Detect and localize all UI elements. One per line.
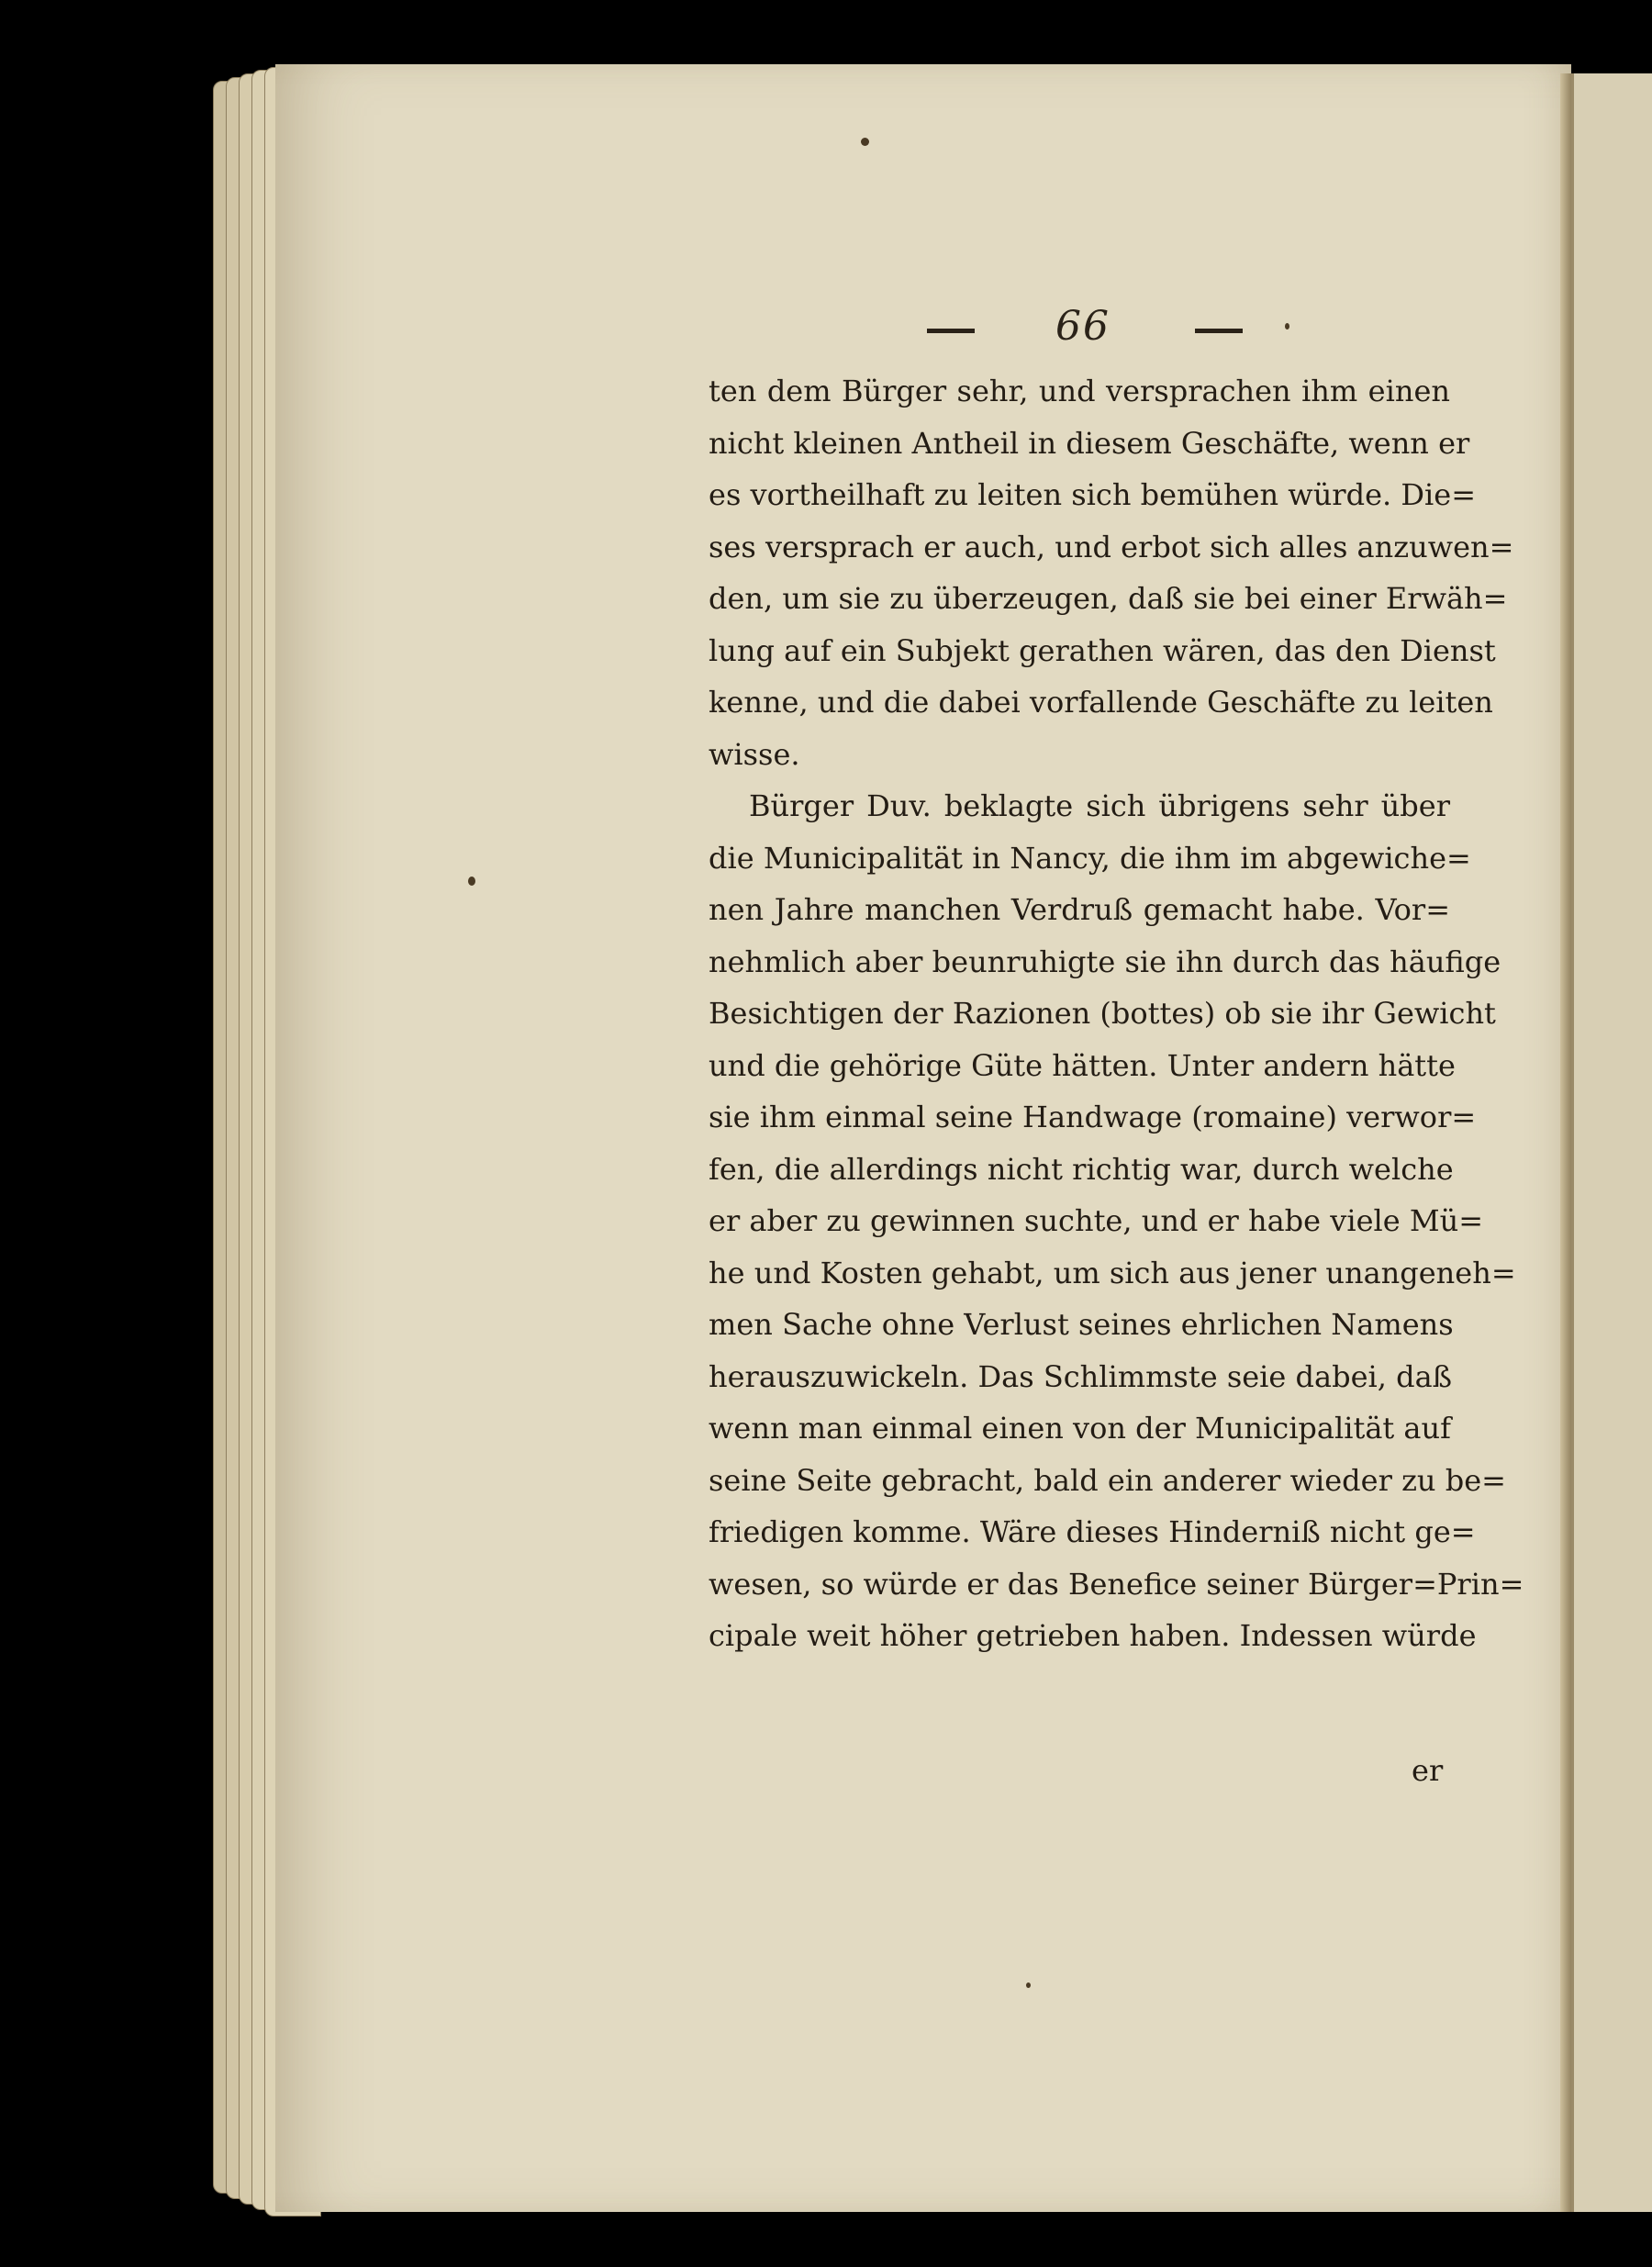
text-line: Besichtigen der Razionen (bottes) ob sie ihr Gewicht [709, 996, 1496, 1031]
text-line: kenne, und die dabei vorfallende Geschäfte zu leiten [709, 685, 1493, 720]
text-line: und die gehörige Güte hätten. Unter andern hätte [709, 1047, 1456, 1083]
text-line: es vortheilhaft zu leiten sich bemühen würde. Die= [709, 477, 1476, 512]
text-line: wisse. [709, 736, 800, 772]
text-line: ses versprach er auch, und erbot sich alles anzuwen= [709, 529, 1514, 564]
text-line: herauszuwickeln. Das Schlimmste seie dabei, daß [709, 1358, 1453, 1394]
text-line: wesen, so würde er das Benefice seiner Bürger=Prin= [709, 1566, 1524, 1602]
text-line: he und Kosten gehabt, um sich aus jener unangeneh= [709, 1255, 1516, 1290]
ink-speck [468, 877, 475, 886]
text-line: lung auf ein Subjekt gerathen wären, das den Dienst [709, 632, 1496, 668]
text-line: seine Seite gebracht, bald ein anderer wieder zu be= [709, 1462, 1506, 1498]
ink-speck [861, 138, 869, 146]
text-line: nehmlich aber beunruhigte sie ihn durch das häufige [709, 944, 1501, 979]
catchword: er [1412, 1753, 1444, 1788]
text-line: ten dem Bürger sehr, und versprachen ihm einen [709, 374, 1450, 408]
header-dash [927, 329, 975, 333]
ink-speck [1026, 1982, 1031, 1988]
text-line: cipale weit höher getrieben haben. Indessen würde [709, 1618, 1477, 1653]
ink-speck [1285, 323, 1289, 329]
text-line: nen Jahre manchen Verdruß gemacht habe. Vor= [709, 892, 1450, 927]
text-line: er aber zu gewinnen suchte, und er habe viele Mü= [709, 1203, 1484, 1238]
text-line: men Sache ohne Verlust seines ehrlichen Namens [709, 1307, 1454, 1342]
text-line: nicht kleinen Antheil in diesem Geschäfte, wenn er [709, 425, 1470, 461]
header-dash [1195, 329, 1243, 333]
text-line: wenn man einmal einen von der Municipalität auf [709, 1411, 1451, 1446]
text-line: Bürger Duv. beklagte sich übrigens sehr über [749, 788, 1450, 823]
facing-page [1571, 73, 1652, 2212]
text-line: sie ihm einmal seine Handwage (romaine) verwor= [709, 1100, 1477, 1134]
text-line: fen, die allerdings nicht richtig war, durch welche [709, 1151, 1454, 1187]
text-line: die Municipalität in Nancy, die ihm im abgewiche= [709, 840, 1471, 876]
text-line: den, um sie zu überzeugen, daß sie bei einer Erwäh= [709, 581, 1508, 616]
text-line: friedigen komme. Wäre dieses Hinderniß nicht ge= [709, 1514, 1476, 1549]
page-header [927, 303, 1276, 358]
body-text [709, 365, 1524, 1662]
page-number: 66 [1055, 303, 1111, 350]
